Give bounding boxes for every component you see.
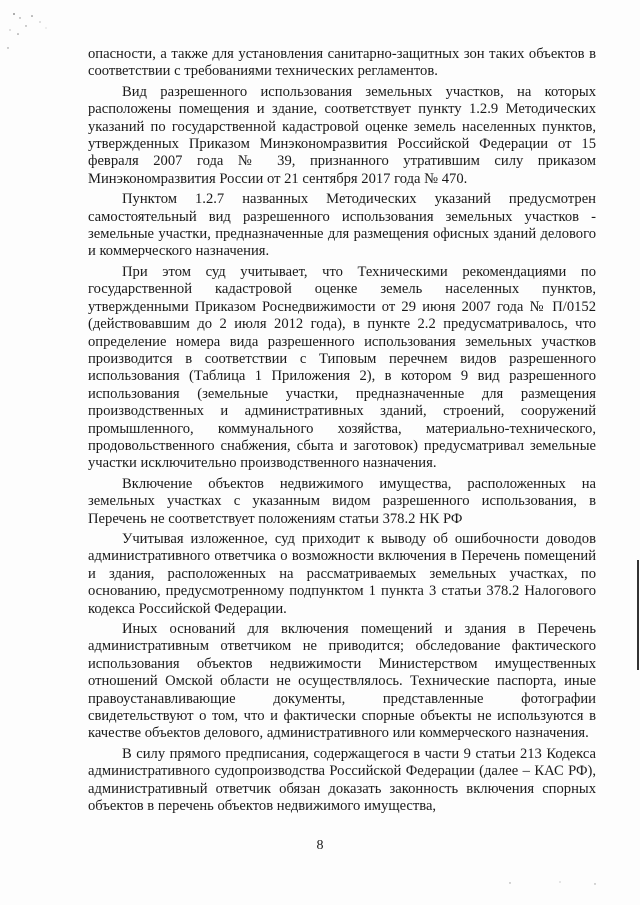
paragraph-5: Включение объектов недвижимого имущества, расположенных на земельных участках с указанным видом разрешенного использования, в Перечень не соответствует положениям статьи 378.2 НК РФ [88, 475, 596, 527]
paragraph-2: Вид разрешенного использования земельных участков, на которых расположены помещения и здание, соответствует пункту 1.2.9 Методических указаний по государственной кадастровой оценке земель населенных пунктов, утвержденных Приказом Минэкономразвития Российской Федерации от 15 февраля 2007 года № 39, признанного утратившим силу приказом Минэкономразвития России от 21 сентября 2017 года № 470. [88, 83, 596, 187]
paragraph-6: Учитывая изложенное, суд приходит к выводу об ошибочности доводов административного ответчика о возможности включения в Перечень помещений и здания, расположенных на рассматриваемых земельных участках, по основанию, предусмотренному подпунктом 1 пункта 3 статьи 378.2 Налогового кодекса Российской Федерации. [88, 530, 596, 617]
scan-artifact-specks [6, 8, 66, 56]
paragraph-4: При этом суд учитывает, что Техническими рекомендациями по государственной кадастровой оценке земель населенных пунктов, утвержденными Приказом Роснедвижимости от 29 июня 2007 года № П/0152 (действовавшим до 2 июля 2012 года), в пункте 2.2 предусматривалось, что определение номера вида разрешенного использования земельных участков производится в соответствии с Типовым перечнем видов разрешенного использования (Таблица 1 Приложения 2), в котором 9 вид разрешенного использования (земельные участки, предназначенные для размещения производственных и административных зданий, строений, сооружений промышленного, коммунального хозяйства, материально-технического, продовольственного снабжения, сбыта и заготовок) предусматривал земельные участки исключительно производственного назначения. [88, 263, 596, 472]
page-number: 8 [316, 838, 324, 853]
scan-artifact-bottom [500, 878, 620, 888]
paragraph-3: Пунктом 1.2.7 названных Методических указаний предусмотрен самостоятельный вид разрешенного использования земельных участков - земельные участки, предназначенные для размещения офисных зданий делового и коммерческого назначения. [88, 191, 596, 260]
scan-edge-mark [634, 0, 640, 905]
document-body [88, 46, 596, 815]
paragraph-1: опасности, а также для установления санитарно-защитных зон таких объектов в соответствии с требованиями технических регламентов. [88, 46, 596, 80]
paragraph-8: В силу прямого предписания, содержащегося в части 9 статьи 213 Кодекса административного судопроизводства Российской Федерации (далее – КАС РФ), административный ответчик обязан доказать законность включения спорных объектов в перечень объектов недвижимого имущества, [88, 745, 596, 815]
paragraph-7: Иных оснований для включения помещений и здания в Перечень административным ответчиком не приводится; обследование фактического использования объектов недвижимости Министерством имущественных отношений Омской области не осуществлялось. Технические паспорта, иные правоустанавливающие документы, представленные фотографии свидетельствуют о том, что и фактически спорные объекты не используются в качестве объектов делового, административного или коммерческого назначения. [88, 621, 596, 742]
